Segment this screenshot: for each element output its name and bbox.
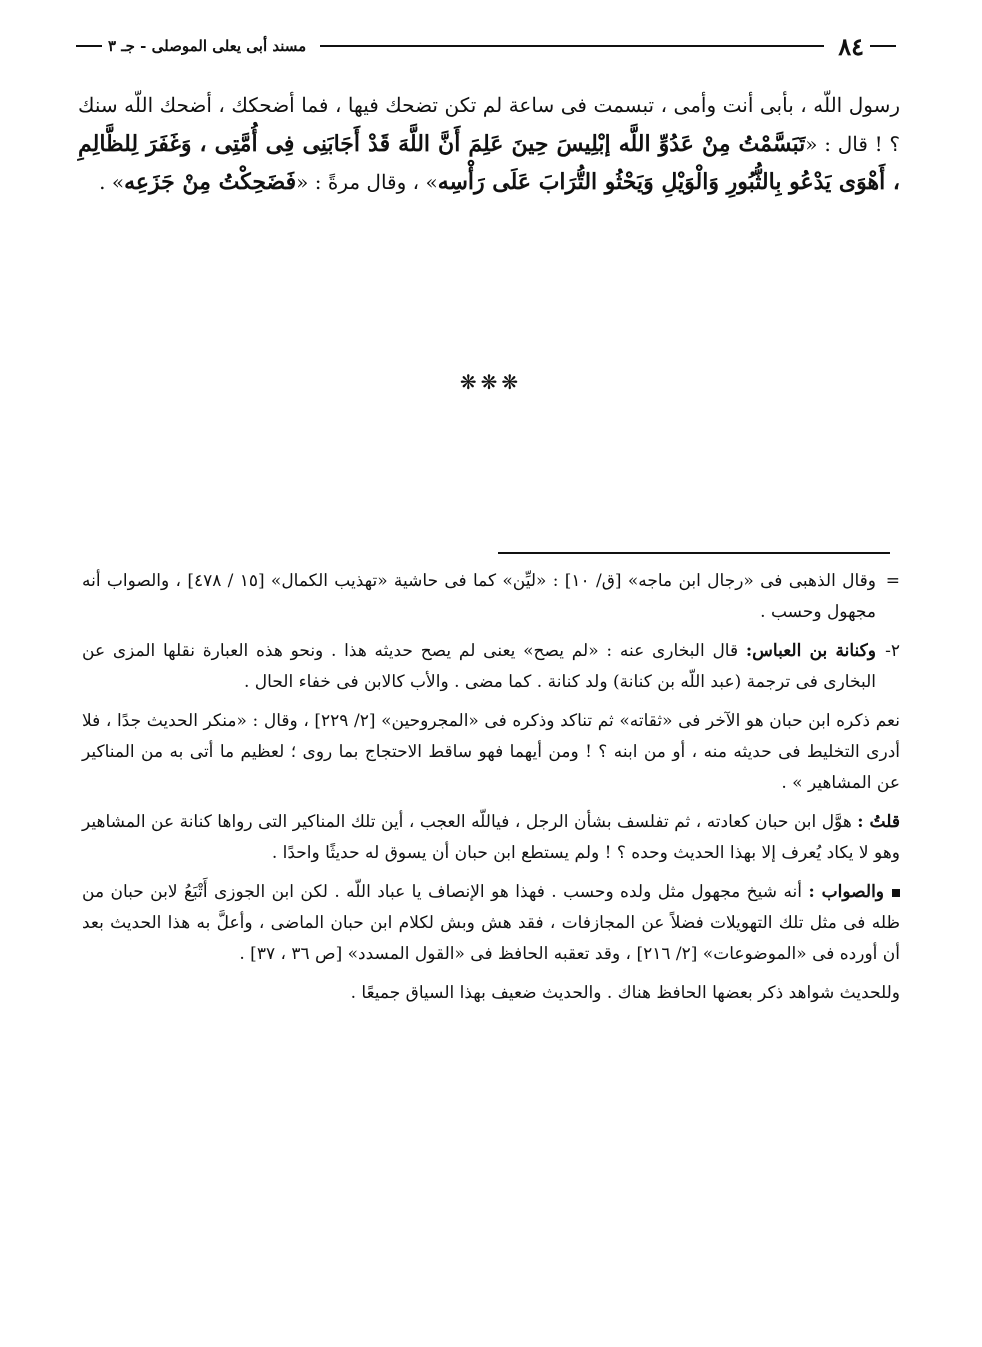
footnote-paragraph (82, 706, 900, 799)
header-dash (870, 45, 896, 47)
footnote-paragraph (82, 877, 900, 970)
footnote-lead: قلتُ : (857, 812, 900, 832)
footnote-continuation (82, 566, 900, 628)
intro-text: رسول اللّه ، بأبى أنت وأمى ، تبسمت فى ساعة لم تكن تضحك فيها ، فما أضحكك ، أضحك اللّه سنك ؟ ! قال : « (78, 93, 900, 156)
book-title: مسند أبى يعلى الموصلى - جـ ٣ (108, 37, 307, 55)
footnote-lead: وكنانة بن العباس: (745, 641, 876, 661)
header-dash (76, 45, 102, 47)
footnote-text: وقال الذهبى فى «رجال ابن ماجه» [ق/ ١٠] : «ليِّن» كما فى حاشية «تهذيب الكمال» [١٥ / ٤٧٨] ، والصواب أنه مجهول وحسب . (82, 571, 876, 622)
page-number: ٨٤ (838, 31, 864, 61)
footnote-paragraph (82, 978, 900, 1009)
end-text: » . (99, 170, 125, 194)
footnote-2 (82, 636, 900, 698)
footnote-text: أنه شيخ مجهول مثل ولده وحسب . فهذا هو الإنصاف يا عباد اللّه . لكن ابن الجوزى أَتْبَعُ لابن حبان من ظله فى مثل تلك التهويلات فضلاً عن المجازفات ، فقد هش وبش لكلام ابن حبان الماضى ، وأعلَّ به هذا الحديث بعد أن أورده فى «الموضوعات» [٢/ ٢١٦] ، وقد تعقبه الحافظ فى «القول المسدد» [ص ٣٦ ، ٣٧] . (82, 882, 900, 964)
footnote-text: قال البخارى عنه : «لم يصح» يعنى لم يصح حديثه هذا . ونحو هذه العبارة نقلها المزى عن البخارى فى ترجمة (عبد اللّه بن كنانة) ولد كنانة . كما مضى . والأب كالابن فى خفاء الحال . (82, 641, 876, 692)
footnote-lead: والصواب : (808, 882, 885, 902)
main-text (78, 86, 900, 202)
footnote-number: ٢- (885, 641, 900, 661)
header-rule (320, 45, 824, 47)
continuation-mark: = (885, 571, 900, 591)
footnote-text: نعم ذكره ابن حبان هو الآخر فى «ثقاته» ثم تناكد وذكره فى «المجروحين» [٢/ ٢٢٩] ، وقال : «منكر الحديث جدًا ، فلا أدرى التخليط فى حديثه منه ، أو من ابنه ؟ ! ومن أيهما فهو ساقط الاحتجاج بما روى ؛ لعظيم ما أتى به من المناكير عن المشاهير » . (82, 711, 900, 793)
hadith-quote-2: فَضَحِكْتُ مِنْ جَزَعِه (124, 169, 297, 195)
running-header (70, 28, 902, 64)
footnote-text: هوَّل ابن حبان كعادته ، ثم تفلسف بشأن الرجل ، فياللّه العجب ، أين تلك المناكير التى رواها كنانة عن المشاهير وهو لا يكاد يُعرف إلا بهذا الحديث وحده ؟ ! ولم يستطع ابن حبان أن يسوق له حديثًا واحدًا . (82, 812, 900, 863)
footnote-text: وللحديث شواهد ذكر بعضها الحافظ هناك . والحديث ضعيف بهذا السياق جميعًا . (350, 983, 900, 1003)
footnote-rule (498, 552, 890, 554)
footnote-paragraph (82, 807, 900, 869)
footnotes (82, 566, 900, 1017)
hadith-paragraph (78, 86, 900, 202)
square-bullet-icon (892, 889, 900, 897)
middle-text: » ، وقال مرةً : « (296, 170, 438, 194)
section-separator: ❋❋❋ (459, 370, 523, 394)
hadith-quote-1: تَبَسَّمْتُ مِنْ عَدُوِّ اللَّه إبْلِيسَ حِينَ عَلِمَ أَنَّ اللَّهَ قَدْ أَجَابَنِى فِى أُمَّتِى ، وَغَفَرَ لِلظَّالِمِ ، أَهْوَى يَدْعُو بِالثُّبُورِ وَالْوَيْلِ وَيَحْثُو التُّرَابَ عَلَى رَأْسِه (78, 130, 900, 195)
